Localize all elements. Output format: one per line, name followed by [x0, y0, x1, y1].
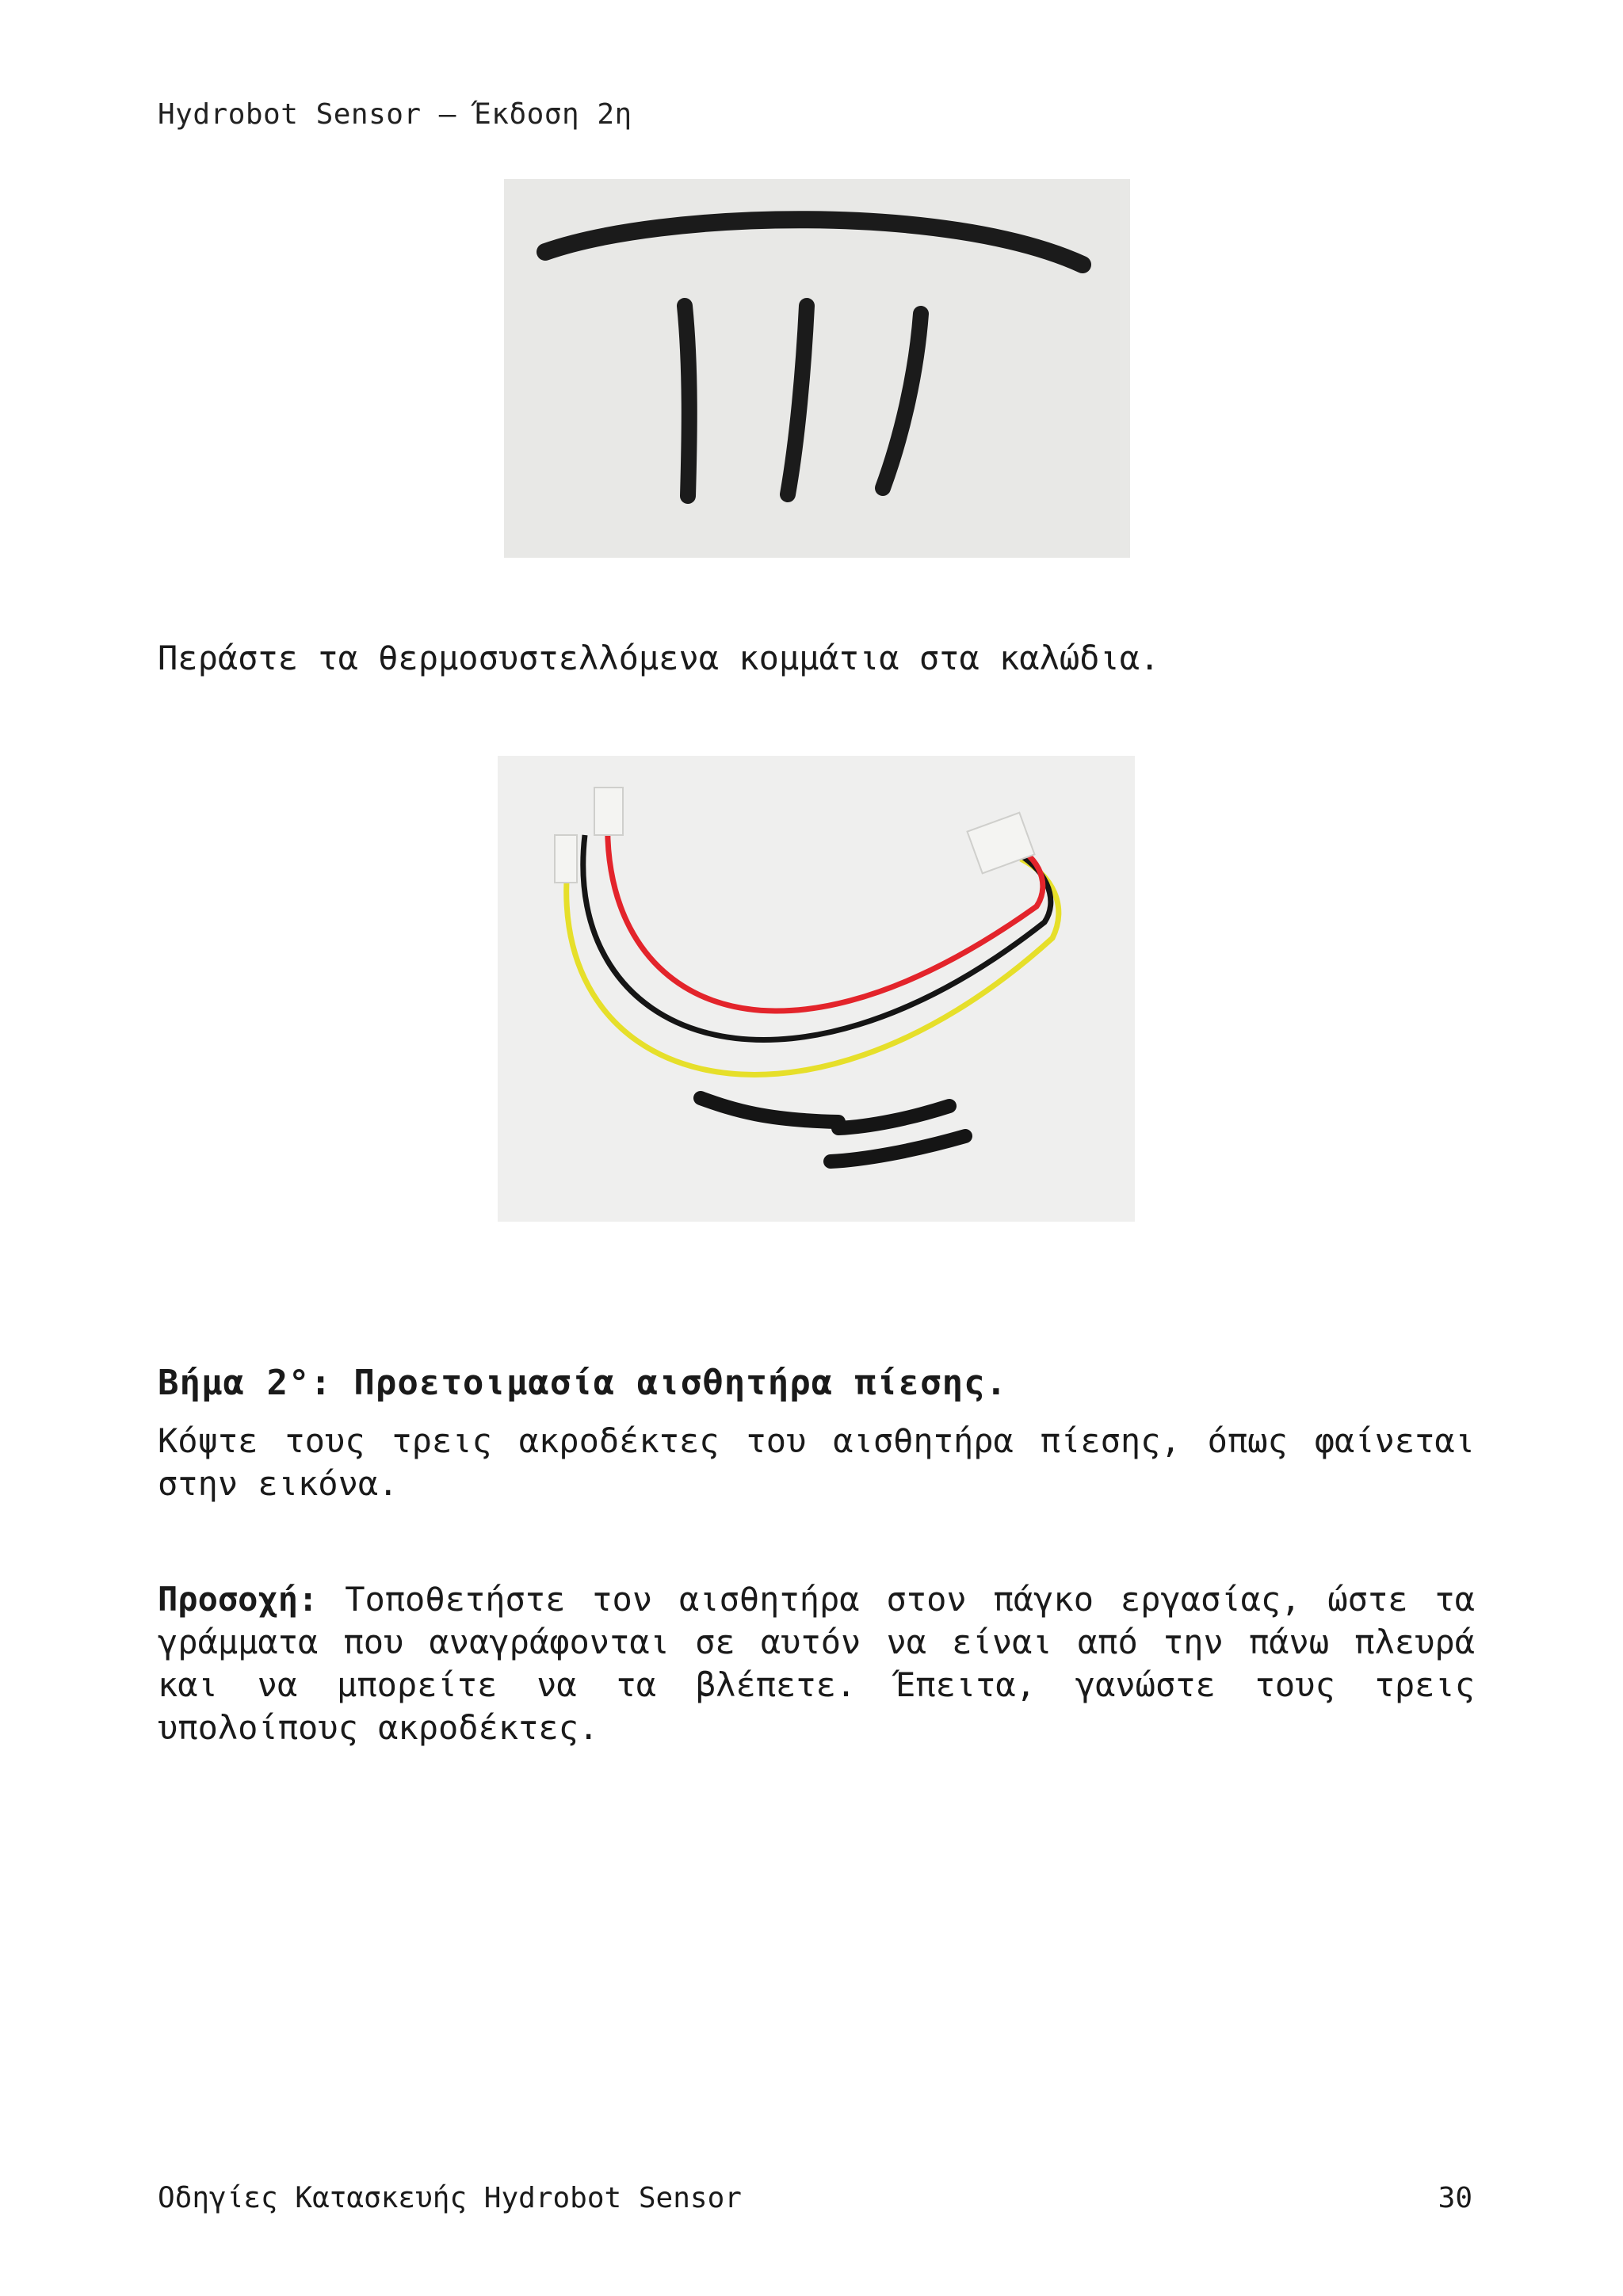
page-number: 30 [1438, 2182, 1472, 2214]
instruction-caption: Περάστε τα θερμοσυστελλόμενα κομμάτια στα καλώδια. [158, 639, 1160, 677]
heat-shrink-tubes-photo [504, 179, 1130, 558]
step-title: Βήμα 2°: Προετοιμασία αισθητήρα πίεσης. [158, 1363, 1008, 1403]
page-header: Hydrobot Sensor – Έκδοση 2η [158, 98, 632, 131]
note-text: Τοποθετήστε τον αισθητήρα στον πάγκο εργασίας, ώστε τα γράμματα που αναγράφονται σε αυτόν να είναι από την πάνω πλευρά και να μπορείτε να τα βλέπετε. Έπειτα, γανώστε τους τρεις υπολοίπους ακροδέκτες. [158, 1580, 1475, 1747]
footer-title: Οδηγίες Κατασκευής Hydrobot Sensor [158, 2182, 742, 2214]
note-label: Προσοχή: [158, 1580, 319, 1619]
note-paragraph [158, 1578, 1475, 1749]
three-wire-cable-photo [498, 756, 1135, 1222]
step-paragraph: Κόψτε τους τρεις ακροδέκτες του αισθητήρα πίεσης, όπως φαίνεται στην εικόνα. [158, 1421, 1475, 1503]
